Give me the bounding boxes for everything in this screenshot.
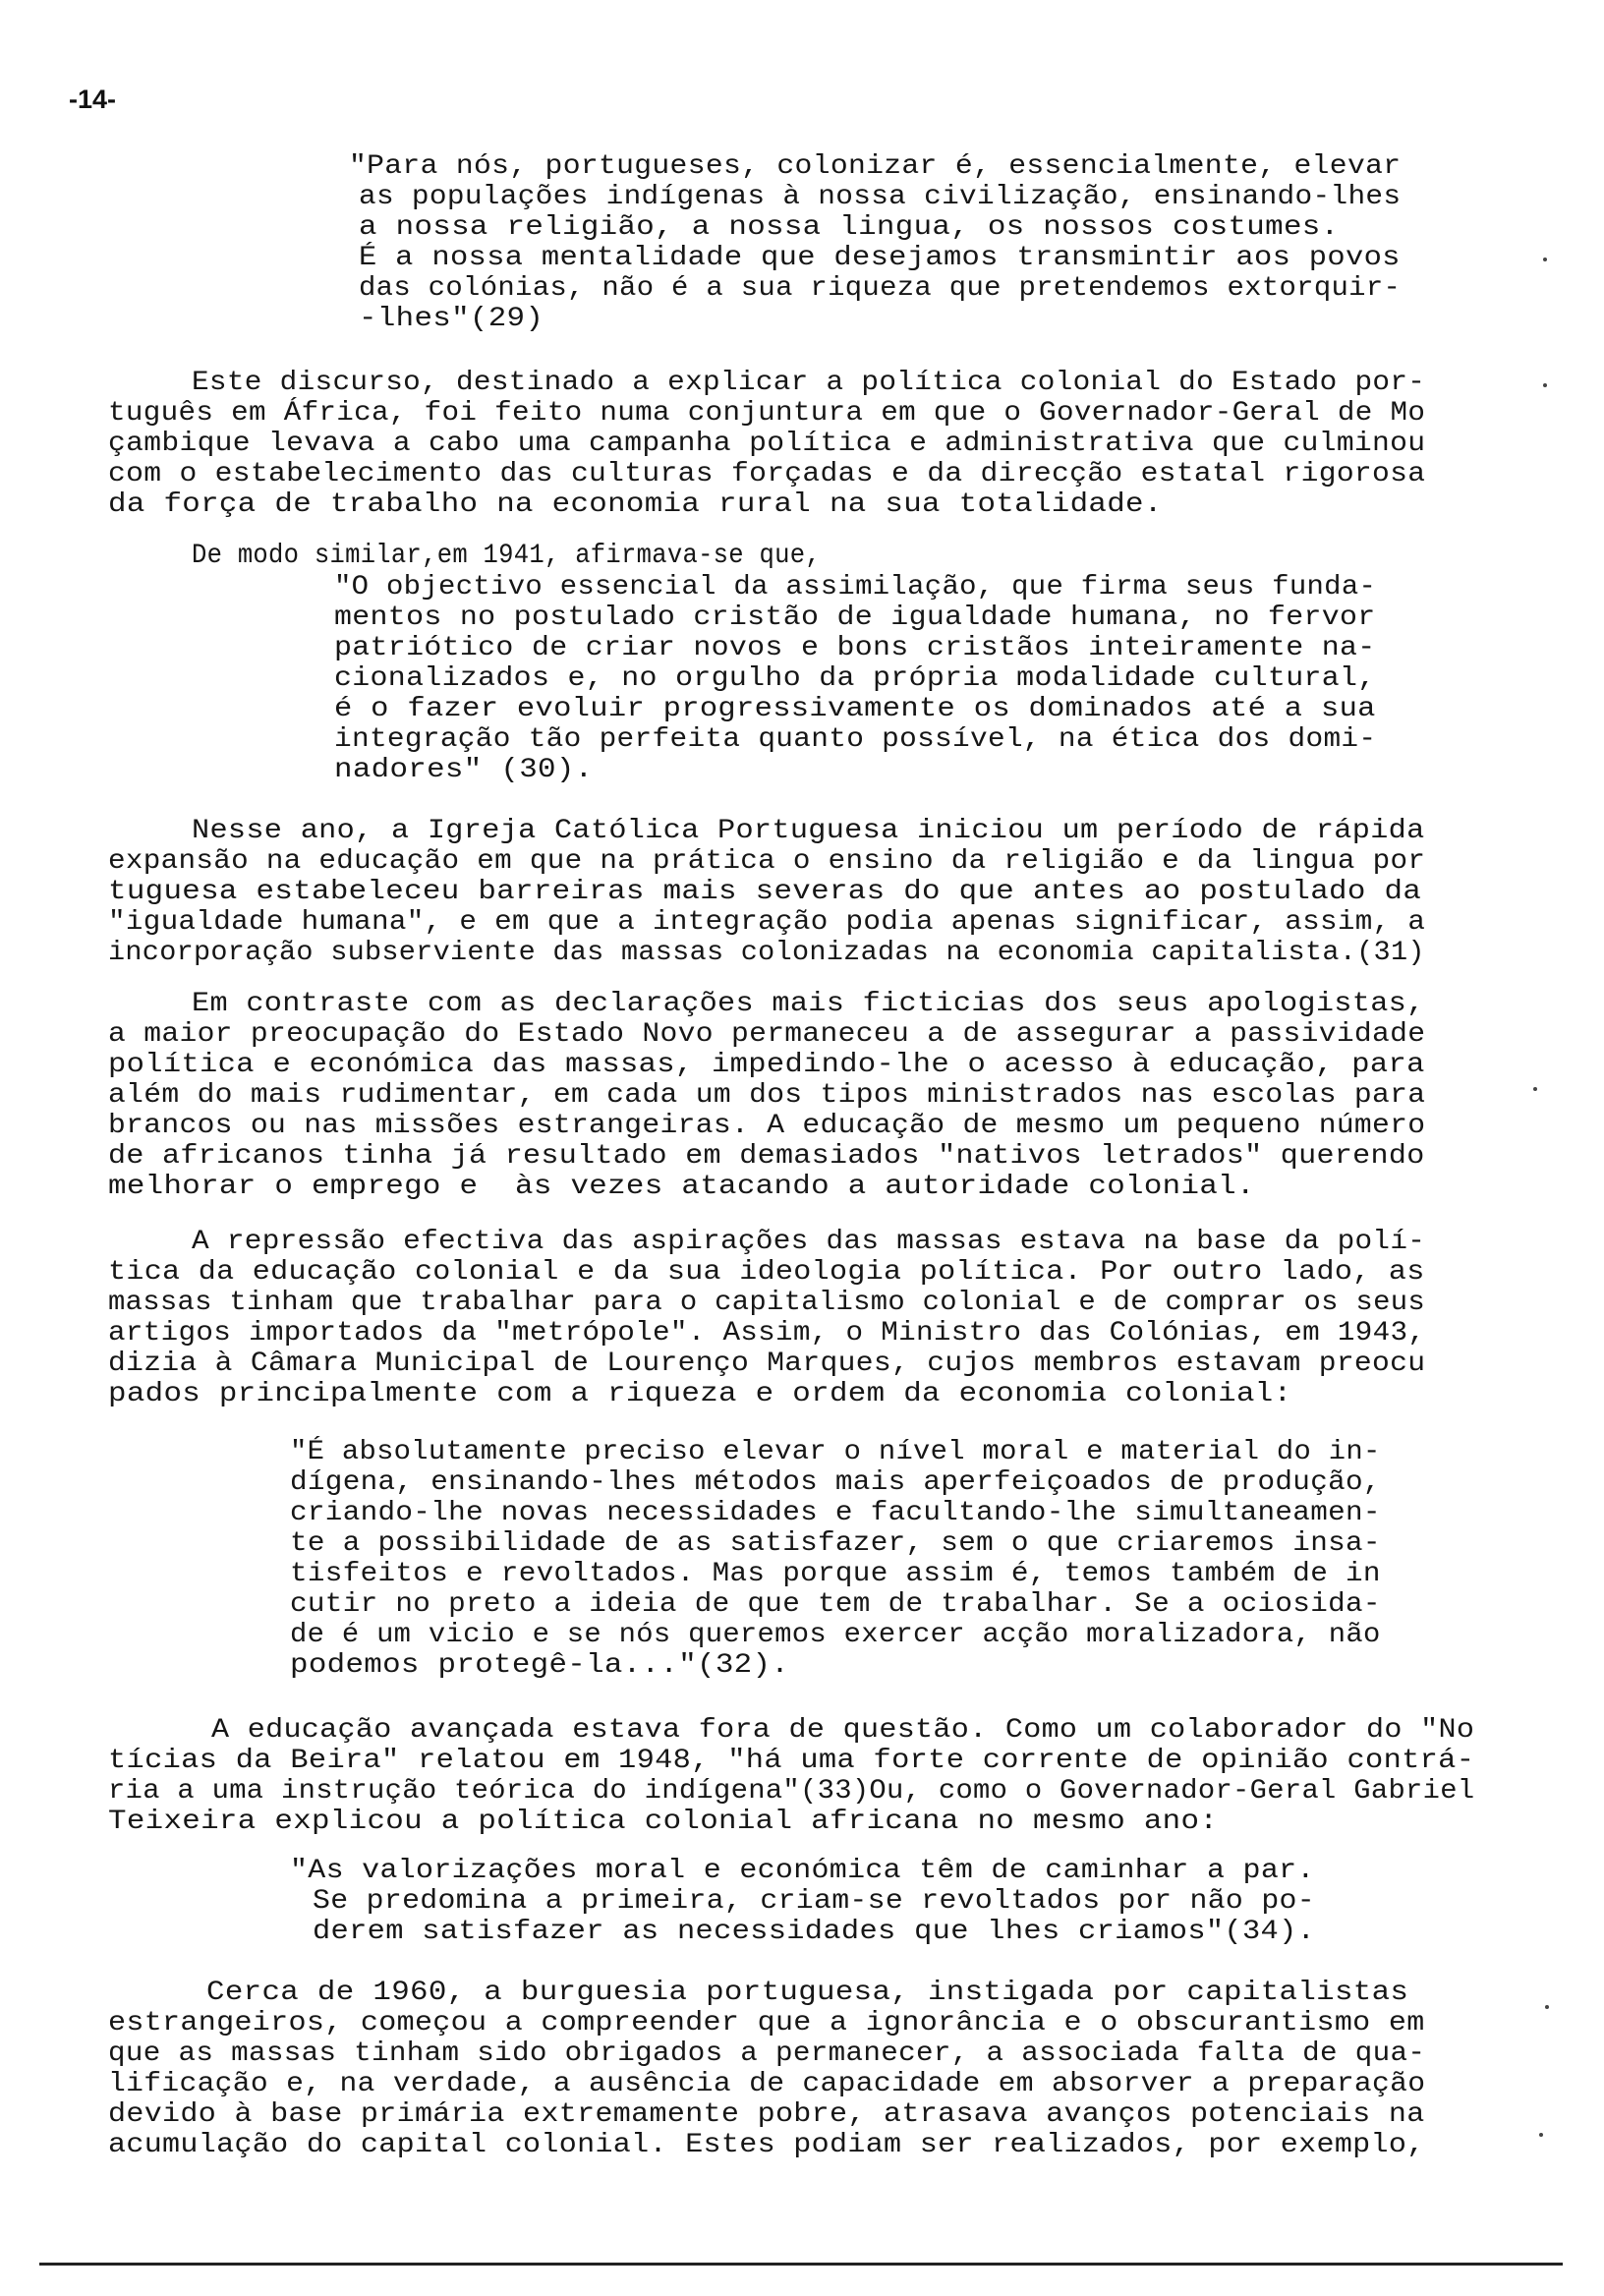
para6-line: ria a uma instrução teórica do indígena"(33)Ou, como o Governador-Geral Gabriel bbox=[108, 1776, 1475, 1807]
quote3-line: tisfeitos e revoltados. Mas porque assim é, temos também de in bbox=[290, 1559, 1381, 1589]
para4-line: Em contraste com as declarações mais ficticias dos seus apologistas, bbox=[192, 989, 1425, 1019]
quote2-line: "O objectivo essencial da assimilação, que firma seus funda- bbox=[334, 572, 1377, 603]
para1-line: tuguês em África, foi feito numa conjuntura em que o Governador-Geral de Mo bbox=[108, 398, 1426, 429]
scan-speck bbox=[1539, 2133, 1543, 2137]
para7-line: devido à base primária extremamente pobre, atrasava avanços potenciais na bbox=[108, 2099, 1425, 2130]
quote3-line: dígena, ensinando-lhes métodos mais aperfeiçoados de produção, bbox=[290, 1467, 1381, 1498]
para6-line: tícias da Beira" relatou em 1948, "há uma forte corrente de opinião contrá- bbox=[108, 1746, 1475, 1776]
para1-line: com o estabelecimento das culturas forçadas e da direcção estatal rigorosa bbox=[108, 459, 1426, 489]
para5-line: A repressão efectiva das aspirações das massas estava na base da polí- bbox=[192, 1227, 1426, 1257]
quote4-line: "As valorizações moral e económica têm de caminhar a par. bbox=[290, 1856, 1315, 1886]
page-number: -14- bbox=[69, 85, 117, 114]
quote3-line: podemos protegê-la..."(32). bbox=[290, 1650, 790, 1681]
quote1-line: das colónias, não é a sua riqueza que pretendemos extorquir- bbox=[359, 273, 1402, 304]
para5-line: tica da educação colonial e da sua ideologia política. Por outro lado, as bbox=[108, 1257, 1425, 1288]
scan-speck bbox=[1543, 383, 1547, 387]
quote3-line: "É absolutamente preciso elevar o nível moral e material do in- bbox=[290, 1437, 1381, 1467]
para3-line: tuguesa estabeleceu barreiras mais severas do que antes ao postulado da bbox=[108, 877, 1422, 907]
para4-line: a maior preocupação do Estado Novo permaneceu a de assegurar a passividade bbox=[108, 1019, 1426, 1050]
para7-line: que as massas tinham sido obrigados a permanecer, a associada falta de qua- bbox=[108, 2038, 1426, 2069]
para4-line: política e económica das massas, impedindo-lhe o acesso à educação, para bbox=[108, 1050, 1425, 1080]
page-bottom-rule bbox=[39, 2263, 1563, 2266]
quote4-line: Se predomina a primeira, criam-se revoltados por não po- bbox=[313, 1886, 1315, 1917]
quote1-line: a nossa religião, a nossa lingua, os nossos costumes. bbox=[359, 212, 1340, 243]
para4-line: além do mais rudimentar, em cada um dos tipos ministrados nas escolas para bbox=[108, 1080, 1426, 1111]
quote4-line: derem satisfazer as necessidades que lhes criamos"(34). bbox=[313, 1917, 1316, 1947]
para3-line: "igualdade humana", e em que a integração podia apenas significar, assim, a bbox=[108, 907, 1426, 938]
quote2-line: cionalizados e, no orgulho da própria modalidade cultural, bbox=[334, 663, 1376, 694]
quote2-line: integração tão perfeita quanto possível, na ética dos domi- bbox=[334, 724, 1377, 755]
quote2-line: é o fazer evoluir progressivamente os dominados até a sua bbox=[334, 694, 1376, 724]
para5-line: artigos importados da "metrópole". Assim, o Ministro das Colónias, em 1943, bbox=[108, 1318, 1426, 1349]
para5-line: pados principalmente com a riqueza e ordem da economia colonial: bbox=[108, 1379, 1292, 1409]
para3-line: incorporação subserviente das massas colonizadas na economia capitalista.(31) bbox=[108, 938, 1425, 968]
para4-line: de africanos tinha já resultado em demasiados "nativos letrados" querendo bbox=[108, 1141, 1425, 1172]
scan-speck bbox=[1533, 1087, 1537, 1091]
quote1-line: É a nossa mentalidade que desejamos transmintir aos povos bbox=[359, 243, 1401, 273]
quote2-line: nadores" (30). bbox=[334, 755, 594, 785]
para5-line: massas tinham que trabalhar para o capitalismo colonial e de comprar os seus bbox=[108, 1288, 1425, 1318]
quote1-line: as populações indígenas à nossa civilização, ensinando-lhes bbox=[359, 182, 1402, 212]
para2-intro-line: De modo similar,em 1941, afirmava-se que, bbox=[192, 541, 821, 571]
para7-line: estrangeiros, começou a compreender que a ignorância e o obscurantismo em bbox=[108, 2008, 1425, 2038]
scan-speck bbox=[1543, 258, 1547, 261]
quote3-line: de é um vicio e se nós queremos exercer acção moralizadora, não bbox=[290, 1620, 1381, 1650]
scan-speck bbox=[1545, 2005, 1549, 2009]
para7-line: lificação e, na verdade, a ausência de capacidade em absorver a preparação bbox=[108, 2069, 1426, 2099]
para4-line: melhorar o emprego e às vezes atacando a autoridade colonial. bbox=[108, 1172, 1255, 1202]
para1-line: Este discurso, destinado a explicar a política colonial do Estado por- bbox=[192, 368, 1426, 398]
para4-line: brancos ou nas missões estrangeiras. A educação de mesmo um pequeno número bbox=[108, 1111, 1426, 1141]
para7-line: Cerca de 1960, a burguesia portuguesa, instigada por capitalistas bbox=[206, 1978, 1409, 2008]
quote3-line: cutir no preto a ideia de que tem de trabalhar. Se a ociosida- bbox=[290, 1589, 1381, 1620]
para6-line: Teixeira explicou a política colonial africana no mesmo ano: bbox=[108, 1807, 1219, 1837]
para3-line: expansão na educação em que na prática o ensino da religião e da lingua por bbox=[108, 846, 1426, 877]
para6-line: A educação avançada estava fora de questão. Como um colaborador do "No bbox=[211, 1715, 1475, 1746]
para1-line: da força de trabalho na economia rural na sua totalidade. bbox=[108, 489, 1163, 520]
quote3-line: te a possibilidade de as satisfazer, sem o que criaremos insa- bbox=[290, 1528, 1381, 1559]
quote2-line: mentos no postulado cristão de igualdade humana, no fervor bbox=[334, 603, 1376, 633]
para7-line: acumulação do capital colonial. Estes podiam ser realizados, por exemplo, bbox=[108, 2130, 1425, 2160]
quote1-line: -lhes"(29) bbox=[359, 304, 544, 334]
para3-line: Nesse ano, a Igreja Católica Portuguesa iniciou um período de rápida bbox=[192, 816, 1425, 846]
quote3-line: criando-lhe novas necessidades e facultando-lhe simultaneamen- bbox=[290, 1498, 1381, 1528]
quote1-line: "Para nós, portugueses, colonizar é, essencialmente, elevar bbox=[349, 151, 1402, 182]
para1-line: çambique levava a cabo uma campanha política e administrativa que culminou bbox=[108, 429, 1426, 459]
para5-line: dizia à Câmara Municipal de Lourenço Marques, cujos membros estavam preocu bbox=[108, 1349, 1426, 1379]
quote2-line: patriótico de criar novos e bons cristãos inteiramente na- bbox=[334, 633, 1376, 663]
